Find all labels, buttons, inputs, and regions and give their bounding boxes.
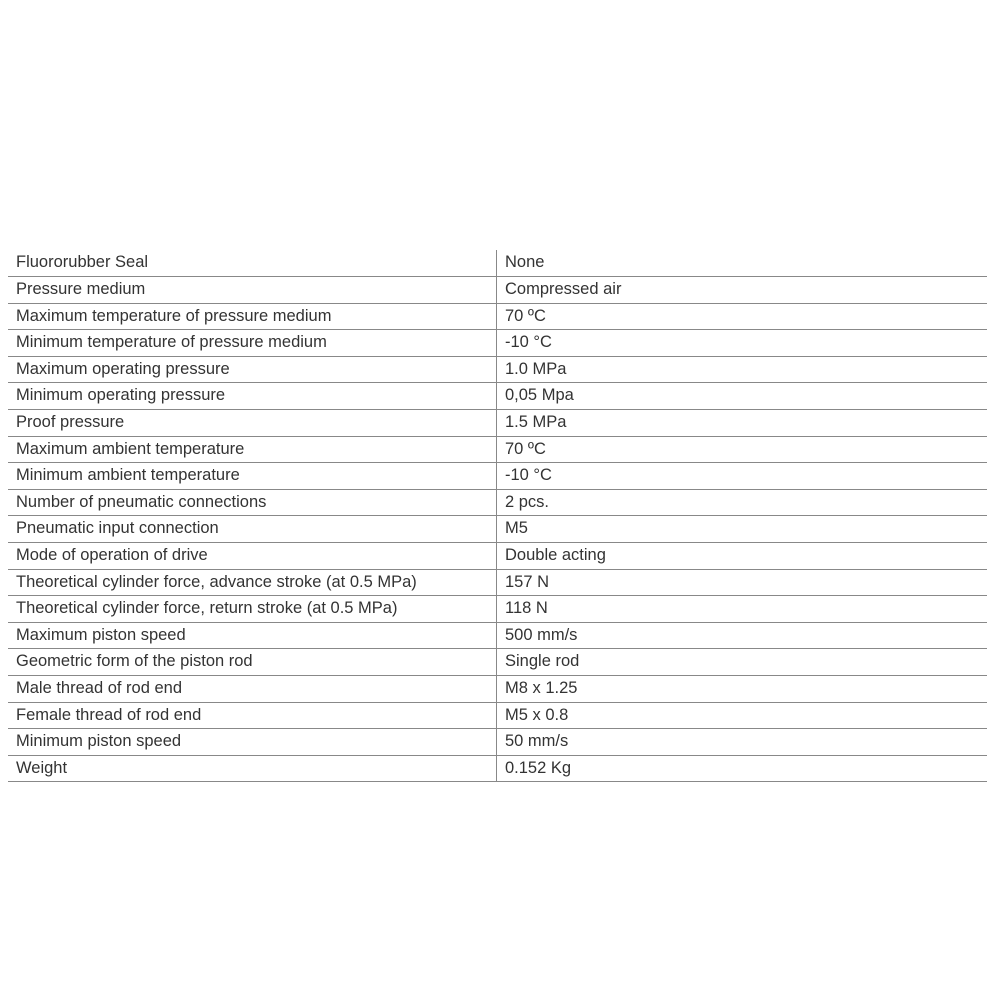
spec-value: 70 ºC	[497, 303, 988, 330]
spec-value: Double acting	[497, 542, 988, 569]
table-row	[8, 649, 987, 676]
spec-value: -10 °C	[497, 330, 988, 357]
table-row	[8, 383, 987, 410]
spec-label: Maximum operating pressure	[8, 356, 497, 383]
table-row	[8, 436, 987, 463]
spec-label: Pressure medium	[8, 277, 497, 304]
spec-value: 1.0 MPa	[497, 356, 988, 383]
spec-label: Fluororubber Seal	[8, 250, 497, 277]
spec-value: 118 N	[497, 596, 988, 623]
table-row	[8, 702, 987, 729]
table-row	[8, 622, 987, 649]
table-row	[8, 356, 987, 383]
spec-label: Minimum ambient temperature	[8, 463, 497, 490]
spec-label: Theoretical cylinder force, return stroke (at 0.5 MPa)	[8, 596, 497, 623]
spec-label: Theoretical cylinder force, advance stroke (at 0.5 MPa)	[8, 569, 497, 596]
spec-label: Weight	[8, 755, 497, 782]
spec-value: 2 pcs.	[497, 489, 988, 516]
spec-value: -10 °C	[497, 463, 988, 490]
spec-label: Maximum temperature of pressure medium	[8, 303, 497, 330]
spec-label: Male thread of rod end	[8, 675, 497, 702]
table-row	[8, 516, 987, 543]
spec-table-body	[8, 250, 987, 782]
table-row	[8, 569, 987, 596]
spec-value: 1.5 MPa	[497, 409, 988, 436]
table-row	[8, 755, 987, 782]
table-row	[8, 729, 987, 756]
spec-value: 0,05 Mpa	[497, 383, 988, 410]
spec-label: Maximum ambient temperature	[8, 436, 497, 463]
table-row	[8, 675, 987, 702]
spec-value: 50 mm/s	[497, 729, 988, 756]
spec-value: 157 N	[497, 569, 988, 596]
spec-label: Minimum piston speed	[8, 729, 497, 756]
spec-value: M5 x 0.8	[497, 702, 988, 729]
spec-label: Maximum piston speed	[8, 622, 497, 649]
spec-label: Female thread of rod end	[8, 702, 497, 729]
spec-label: Proof pressure	[8, 409, 497, 436]
spec-value: 70 ºC	[497, 436, 988, 463]
spec-value: 0.152 Kg	[497, 755, 988, 782]
spec-label: Geometric form of the piston rod	[8, 649, 497, 676]
spec-value: Compressed air	[497, 277, 988, 304]
table-row	[8, 489, 987, 516]
spec-table	[8, 250, 987, 782]
table-row	[8, 330, 987, 357]
spec-value: 500 mm/s	[497, 622, 988, 649]
spec-value: Single rod	[497, 649, 988, 676]
table-row	[8, 303, 987, 330]
spec-label: Mode of operation of drive	[8, 542, 497, 569]
spec-label: Pneumatic input connection	[8, 516, 497, 543]
spec-value: None	[497, 250, 988, 277]
table-row	[8, 542, 987, 569]
table-row	[8, 409, 987, 436]
spec-value: M8 x 1.25	[497, 675, 988, 702]
spec-label: Minimum operating pressure	[8, 383, 497, 410]
table-row	[8, 596, 987, 623]
table-row	[8, 277, 987, 304]
spec-value: M5	[497, 516, 988, 543]
spec-label: Minimum temperature of pressure medium	[8, 330, 497, 357]
table-row	[8, 250, 987, 277]
spec-label: Number of pneumatic connections	[8, 489, 497, 516]
table-row	[8, 463, 987, 490]
